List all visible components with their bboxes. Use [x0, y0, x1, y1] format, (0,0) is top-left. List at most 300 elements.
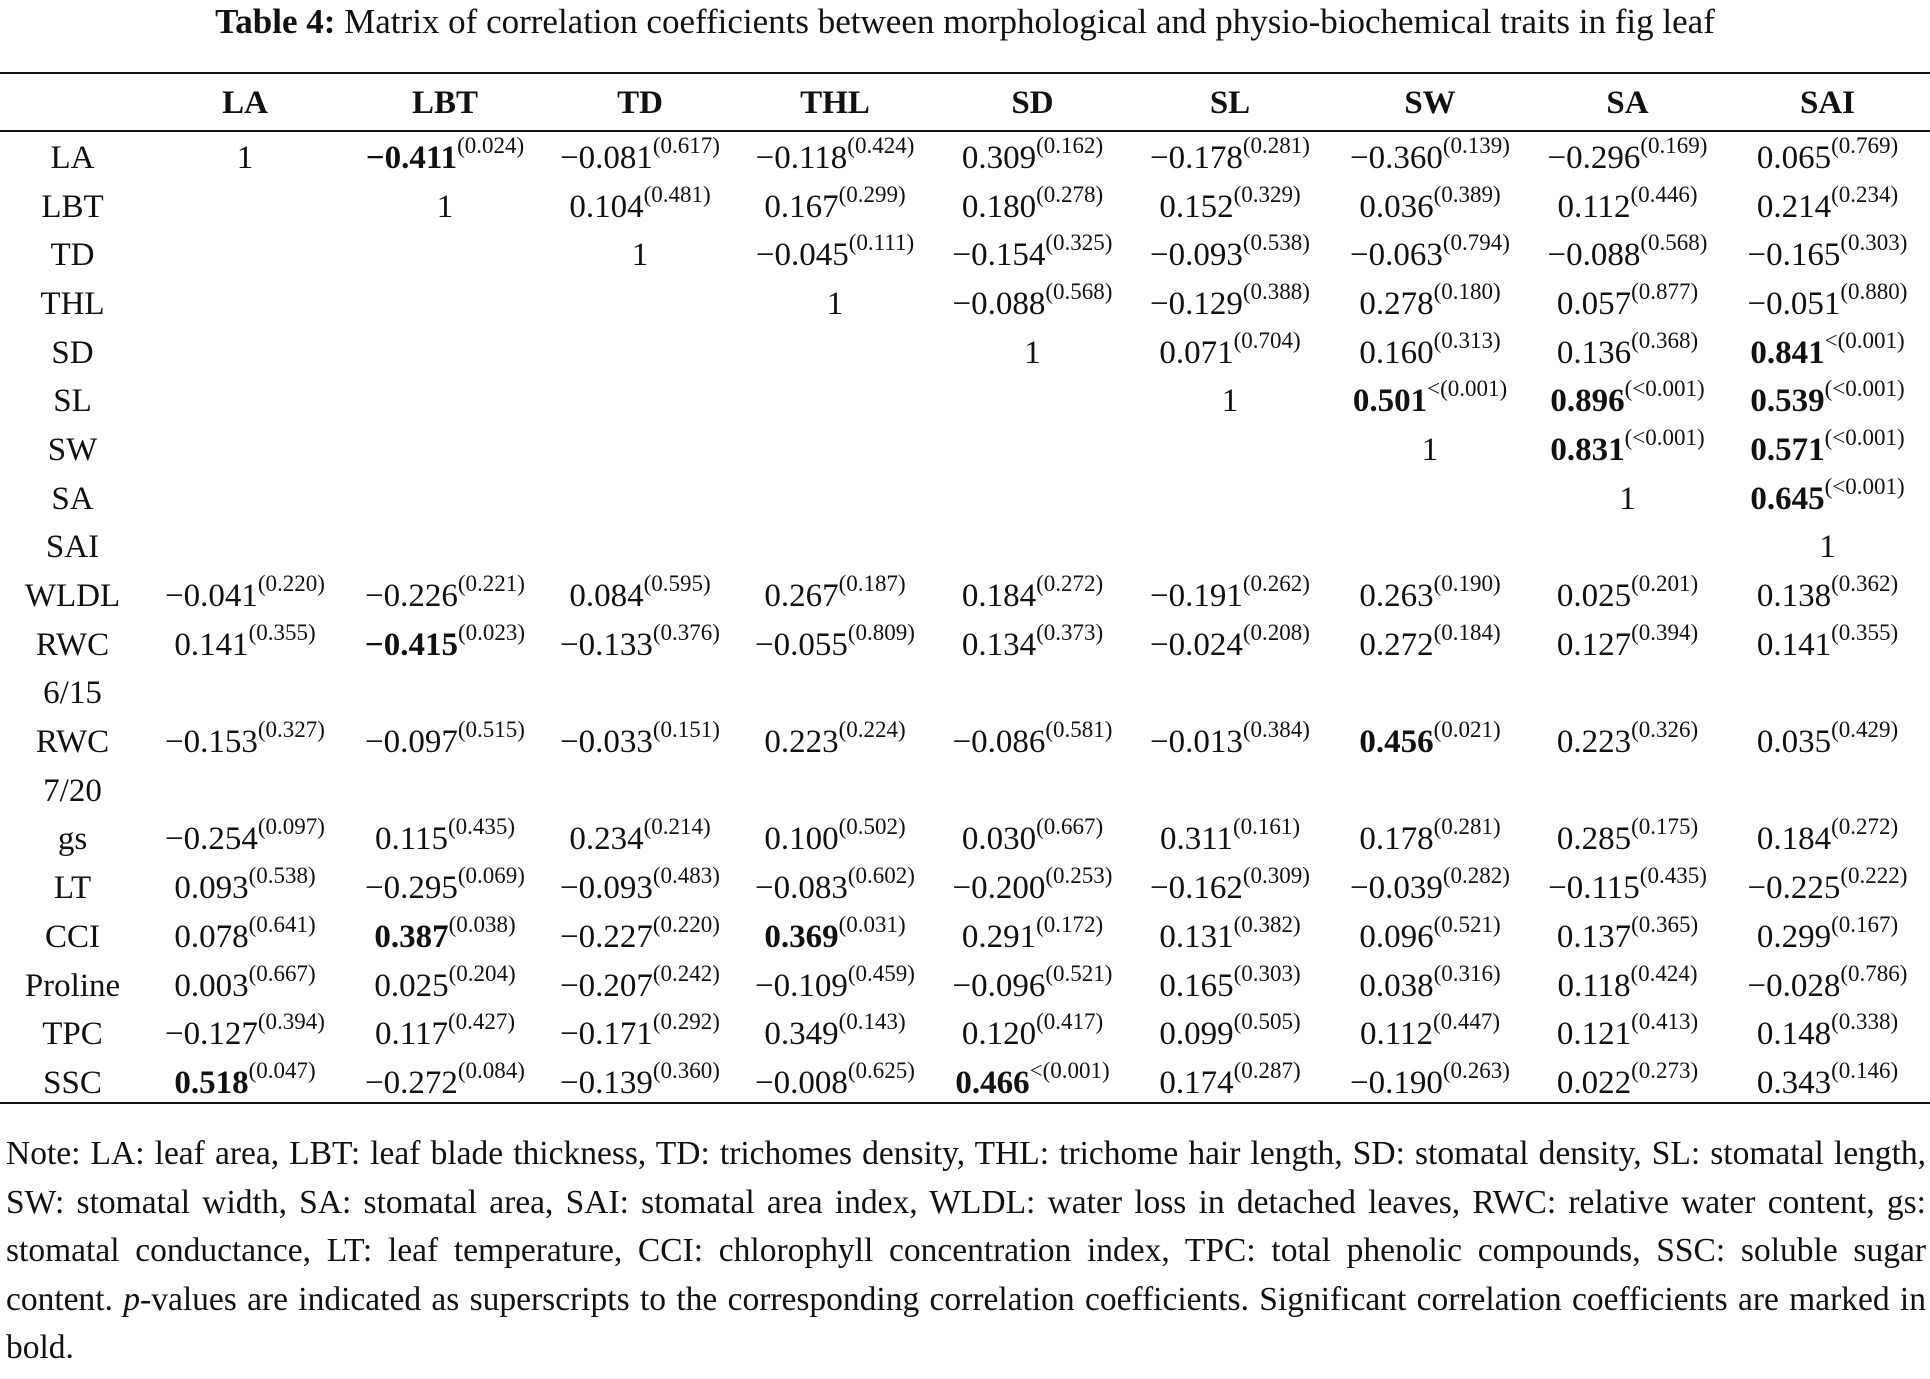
table-cell: [145, 329, 345, 378]
coefficient-value: −0.093: [1150, 237, 1243, 274]
coefficient-value: 0.311: [1159, 821, 1233, 858]
p-value: (0.222): [1840, 863, 1908, 889]
p-value: (0.031): [838, 911, 906, 937]
table-cell: [545, 670, 735, 719]
coefficient-value: 0.057: [1556, 285, 1632, 322]
coefficient-value: −0.088: [1547, 237, 1641, 274]
coefficient-value: −0.178: [1150, 139, 1243, 176]
table-cell: [345, 670, 545, 719]
table-cell: [1530, 1059, 1725, 1108]
coefficient-value: 0.291: [961, 918, 1037, 955]
row-label: RWC: [35, 724, 110, 761]
coefficient-value-significant: 0.831: [1550, 431, 1625, 468]
coefficient-value: −0.086: [952, 724, 1046, 761]
table-cell: [1130, 816, 1330, 865]
coefficient-value: −0.360: [1350, 139, 1443, 176]
table-cell: [1130, 913, 1330, 962]
p-value: (0.327): [257, 717, 325, 743]
table-cell: [1130, 377, 1330, 426]
coefficient-value-significant: 0.456: [1359, 724, 1434, 761]
row-label: SA: [51, 480, 94, 517]
table-cell: [145, 1010, 345, 1059]
table-bottom-rule: [0, 1102, 1930, 1104]
coefficient-value: 0.152: [1159, 188, 1234, 225]
p-value: (0.355): [1831, 619, 1899, 645]
coefficient-value: 0.137: [1556, 918, 1632, 955]
p-value: (<0.001): [1624, 424, 1705, 450]
coefficient-value: −0.296: [1547, 139, 1641, 176]
table-cell: [1725, 864, 1930, 913]
table-cell: [1330, 183, 1530, 232]
table-cell: [735, 130, 935, 183]
table-cell: [345, 913, 545, 962]
table-cell: [545, 231, 735, 280]
table-cell: [345, 524, 545, 573]
table-cell: [345, 183, 545, 232]
table-caption-label: Table 4:: [215, 2, 336, 41]
p-value: (0.625): [847, 1057, 915, 1083]
coefficient-value: −0.096: [952, 967, 1046, 1004]
p-value: (0.446): [1630, 181, 1698, 207]
table-cell: [935, 1010, 1130, 1059]
row-label: gs: [57, 821, 88, 858]
table-cell: [1330, 377, 1530, 426]
coefficient-value: 0.084: [569, 578, 644, 615]
column-header-sw: SW: [1404, 84, 1456, 121]
column-header-la: LA: [222, 84, 268, 121]
table-cell: [145, 1059, 345, 1108]
table-cell: [935, 426, 1130, 475]
note-text-part1: Note: LA: leaf area, LBT: leaf blade thickness, TD: trichomes density, THL: trichome hair length, SD: stomatal density, SL: stomatal length, SW: stomatal width, SA: stomatal area, SAI: stomatal area index, WLDL: water loss in detached leaves, RWC: relative water content, gs: stomatal conductance, LT: leaf temperature, CCI: chlorophyll concentration index, TPC: total phenolic compounds, SSC: soluble sugar content.: [6, 1135, 1926, 1318]
table-cell: [345, 329, 545, 378]
coefficient-value: −0.272: [365, 1064, 458, 1101]
table-row: [0, 767, 1930, 816]
table-cell: [1130, 962, 1330, 1011]
p-value: (0.220): [257, 571, 325, 597]
note-text-part2: -values are indicated as superscripts to the corresponding correlation coefficients. Significant correlation coefficients are marked in bold.: [6, 1280, 1926, 1366]
p-value: (0.272): [1036, 571, 1104, 597]
p-value: (0.809): [847, 619, 915, 645]
p-value: (0.521): [1433, 911, 1501, 937]
table-cell: [345, 816, 545, 865]
coefficient-value: −0.165: [1747, 237, 1841, 274]
table-cell: [1725, 377, 1930, 426]
table-cell: [1130, 767, 1330, 816]
coefficient-value: −0.028: [1747, 967, 1841, 1004]
p-value: (0.021): [1433, 717, 1501, 743]
table-cell: [545, 183, 735, 232]
p-value: <(0.001): [1824, 327, 1905, 353]
table-cell: [145, 962, 345, 1011]
table-cell: [545, 913, 735, 962]
table-cell: [935, 864, 1130, 913]
row-label: TPC: [42, 1016, 103, 1053]
header-corner: [0, 76, 145, 130]
row-label: 6/15: [43, 675, 102, 712]
table-cell: [1330, 130, 1530, 183]
table-cell: [1530, 231, 1725, 280]
p-value: (0.338): [1831, 1009, 1899, 1035]
table-cell: [1725, 524, 1930, 573]
table-cell: [1330, 621, 1530, 670]
p-value: (0.505): [1233, 1009, 1301, 1035]
p-value: (0.769): [1831, 132, 1899, 158]
p-value: (0.435): [1639, 863, 1707, 889]
table-cell: [1330, 962, 1530, 1011]
coefficient-value: −0.133: [560, 626, 653, 663]
table-cell: [1330, 718, 1530, 767]
table-cell: [1530, 524, 1725, 573]
p-value: (0.287): [1233, 1057, 1301, 1083]
p-value: (0.146): [1831, 1057, 1899, 1083]
table-cell: [1725, 329, 1930, 378]
coefficient-value: 0.148: [1756, 1016, 1832, 1053]
table-cell: [735, 1010, 935, 1059]
coefficient-value: 0.104: [569, 188, 644, 225]
table-cell: [545, 572, 735, 621]
table-cell: [1725, 1059, 1930, 1108]
table-cell: [1725, 962, 1930, 1011]
table-cell: [1725, 475, 1930, 524]
coefficient-value: −0.093: [560, 870, 653, 907]
table-cell: [735, 767, 935, 816]
coefficient-value: 1: [1421, 431, 1439, 468]
column-header-sd: SD: [1011, 84, 1054, 121]
table-cell: [735, 572, 935, 621]
p-value: (0.313): [1433, 327, 1501, 353]
p-value: (0.023): [457, 619, 526, 645]
p-value: (0.382): [1233, 911, 1301, 937]
p-value: (0.483): [652, 863, 720, 889]
p-value: (0.253): [1045, 863, 1113, 889]
coefficient-value: 0.120: [961, 1016, 1037, 1053]
p-value: (0.329): [1233, 181, 1301, 207]
table-cell: [345, 621, 545, 670]
table-cell: [345, 572, 545, 621]
table-cell: [345, 280, 545, 329]
p-value: (0.355): [248, 619, 316, 645]
table-row: [0, 962, 1930, 1011]
coefficient-value: −0.129: [1150, 285, 1243, 322]
p-value: (0.786): [1840, 960, 1908, 986]
table-cell: [345, 377, 545, 426]
table-cell: [935, 377, 1130, 426]
p-value: (0.151): [652, 717, 720, 743]
table-cell: [1330, 231, 1530, 280]
table-cell: [935, 130, 1130, 183]
coefficient-value: 1: [631, 237, 649, 274]
p-value: (0.175): [1631, 814, 1699, 840]
p-value: (0.429): [1831, 717, 1899, 743]
table-cell: [145, 475, 345, 524]
coefficient-value: −0.033: [560, 724, 653, 761]
table-cell: [735, 280, 935, 329]
table-cell: [1130, 231, 1330, 280]
table-cell: [1725, 913, 1930, 962]
table-row: [0, 377, 1930, 426]
p-value: (0.794): [1442, 230, 1510, 256]
p-value: (0.394): [257, 1009, 325, 1035]
table-row: [0, 130, 1930, 183]
table-cell: [545, 621, 735, 670]
p-value: (0.568): [1640, 230, 1708, 256]
table-cell: [735, 183, 935, 232]
coefficient-value: −0.207: [560, 967, 653, 1004]
p-value: (0.172): [1036, 911, 1104, 937]
table-row: [0, 183, 1930, 232]
table-cell: [1330, 426, 1530, 475]
column-header-lbt: LBT: [411, 84, 479, 121]
p-value: (0.292): [652, 1009, 720, 1035]
column-header-td: TD: [617, 84, 663, 121]
table-cell: [1130, 621, 1330, 670]
table-cell: [935, 767, 1130, 816]
table-cell: [1725, 621, 1930, 670]
p-value: (0.281): [1433, 814, 1501, 840]
coefficient-value-significant: 0.539: [1750, 383, 1825, 420]
coefficient-value: 0.025: [1556, 578, 1632, 615]
p-value: (0.880): [1840, 278, 1908, 304]
coefficient-value: −0.162: [1150, 870, 1243, 907]
coefficient-value: −0.115: [1548, 870, 1640, 907]
table-cell: [1725, 231, 1930, 280]
table-cell: [345, 475, 545, 524]
table-cell: [735, 621, 935, 670]
coefficient-value: 1: [826, 285, 844, 322]
p-value: (0.435): [447, 814, 516, 840]
p-value: (0.704): [1233, 327, 1301, 353]
table-row: [0, 329, 1930, 378]
table-cell: [545, 1059, 735, 1108]
coefficient-value: 0.285: [1556, 821, 1632, 858]
coefficient-value: 0.141: [174, 626, 249, 663]
p-value: (0.617): [652, 132, 720, 158]
table-cell: [735, 913, 935, 962]
p-value: (0.595): [643, 571, 711, 597]
table-row: [0, 1010, 1930, 1059]
row-label: WLDL: [24, 578, 121, 615]
table-cell: [145, 572, 345, 621]
p-value: (0.167): [1831, 911, 1899, 937]
coefficient-value: 0.127: [1556, 626, 1632, 663]
table-cell: [735, 231, 935, 280]
column-header-sl: SL: [1209, 84, 1251, 121]
p-value: (0.161): [1232, 814, 1301, 840]
coefficient-value: 0.071: [1159, 334, 1234, 371]
table-cell: [1130, 572, 1330, 621]
table-cell: [145, 718, 345, 767]
row-label: THL: [40, 285, 105, 322]
coefficient-value: 0.112: [1557, 188, 1631, 225]
coefficient-value: 0.278: [1359, 285, 1434, 322]
table-cell: [935, 718, 1130, 767]
p-value: (0.602): [847, 863, 915, 889]
coefficient-value: 0.121: [1556, 1016, 1632, 1053]
coefficient-value: 0.343: [1756, 1064, 1832, 1101]
table-cell: [935, 475, 1130, 524]
p-value: (0.568): [1045, 278, 1113, 304]
p-value: (0.667): [248, 960, 316, 986]
table-cell: [1130, 329, 1330, 378]
table-cell: [145, 864, 345, 913]
table-cell: [1130, 475, 1330, 524]
p-value: (0.038): [448, 911, 516, 937]
table-caption: [0, 2, 1930, 42]
table-cell: [145, 913, 345, 962]
coefficient-value: 0.036: [1359, 188, 1434, 225]
table-cell: [1530, 426, 1725, 475]
coefficient-value: 0.214: [1756, 188, 1832, 225]
coefficient-value: −0.118: [755, 139, 848, 176]
table-cell: [735, 718, 935, 767]
table-cell: [545, 280, 735, 329]
coefficient-value: −0.097: [365, 724, 458, 761]
p-value: (0.097): [257, 814, 325, 840]
table-cell: [1330, 572, 1530, 621]
coefficient-value-significant: 0.369: [764, 918, 839, 955]
table-body: [0, 130, 1930, 1108]
coefficient-value: −0.109: [755, 967, 848, 1004]
table-cell: [1530, 816, 1725, 865]
p-value: (0.447): [1432, 1009, 1501, 1035]
p-value: (0.376): [652, 619, 720, 645]
table-cell: [1530, 767, 1725, 816]
coefficient-value-significant: −0.411: [365, 139, 458, 176]
table-cell: [1530, 130, 1725, 183]
coefficient-value: −0.227: [560, 918, 653, 955]
table-cell: [145, 816, 345, 865]
table-row: [0, 718, 1930, 767]
row-label: LA: [50, 139, 95, 176]
row-label: SW: [47, 431, 98, 468]
coefficient-value: 1: [236, 139, 254, 176]
table-cell: [1130, 426, 1330, 475]
p-value: (0.326): [1631, 717, 1699, 743]
p-value: (0.047): [248, 1057, 316, 1083]
table-cell: [345, 1059, 545, 1108]
table-cell: [935, 670, 1130, 719]
table-cell: [545, 962, 735, 1011]
coefficient-value: 0.184: [1756, 821, 1832, 858]
table-row: [0, 1059, 1930, 1108]
coefficient-value: 0.223: [764, 724, 839, 761]
p-value: (0.368): [1631, 327, 1699, 353]
table-cell: [1725, 1010, 1930, 1059]
table-cell: [1130, 524, 1330, 573]
p-value: (0.282): [1442, 863, 1510, 889]
coefficient-value: 0.136: [1556, 334, 1632, 371]
table-cell: [1530, 864, 1725, 913]
table-cell: [1725, 280, 1930, 329]
table-cell: [1330, 816, 1530, 865]
table-cell: [1530, 475, 1725, 524]
table-note: [6, 1130, 1926, 1373]
column-header-sa: SA: [1606, 84, 1649, 121]
table-cell: [1725, 130, 1930, 183]
table-cell: [545, 426, 735, 475]
coefficient-value: 0.065: [1756, 139, 1832, 176]
table-cell: [145, 130, 345, 183]
row-label: CCI: [44, 918, 100, 955]
table-cell: [735, 864, 935, 913]
coefficient-value-significant: −0.415: [364, 626, 458, 663]
coefficient-value: 0.078: [174, 918, 249, 955]
coefficient-value: −0.008: [755, 1064, 848, 1101]
coefficient-value: 0.184: [961, 578, 1037, 615]
table-cell: [145, 621, 345, 670]
p-value: (0.424): [847, 132, 915, 158]
coefficient-value-significant: 0.501: [1352, 383, 1428, 420]
coefficient-value: 0.174: [1159, 1064, 1234, 1101]
coefficient-value: 0.112: [1359, 1016, 1433, 1053]
table-cell: [1530, 280, 1725, 329]
coefficient-value: 0.160: [1359, 334, 1434, 371]
coefficient-value: 1: [436, 188, 454, 225]
table-cell: [1330, 524, 1530, 573]
table-cell: [145, 231, 345, 280]
p-value: (0.581): [1045, 717, 1113, 743]
table-cell: [545, 816, 735, 865]
coefficient-value: 0.038: [1359, 967, 1434, 1004]
p-value: (0.187): [838, 571, 906, 597]
coefficient-value: 0.003: [174, 967, 249, 1004]
coefficient-value: 0.167: [764, 188, 839, 225]
row-label: RWC: [35, 626, 110, 663]
coefficient-value: 1: [1619, 480, 1636, 517]
p-value: (0.316): [1433, 960, 1501, 986]
coefficient-value: −0.039: [1350, 870, 1443, 907]
coefficient-value: −0.081: [560, 139, 653, 176]
table-cell: [935, 329, 1130, 378]
table-cell: [935, 1059, 1130, 1108]
coefficient-value-significant: 0.571: [1750, 431, 1825, 468]
coefficient-value-significant: 0.896: [1550, 383, 1625, 420]
coefficient-value: 0.022: [1556, 1064, 1632, 1101]
coefficient-value: 0.263: [1359, 578, 1434, 615]
coefficient-value: 0.025: [374, 967, 449, 1004]
coefficient-value: 0.100: [764, 821, 839, 858]
coefficient-value: 0.267: [764, 578, 839, 615]
p-value: (0.521): [1045, 960, 1113, 986]
table-cell: [1530, 329, 1725, 378]
table-cell: [735, 1059, 935, 1108]
table-cell: [1725, 767, 1930, 816]
table-row: [0, 524, 1930, 573]
p-value: (0.360): [652, 1057, 720, 1083]
p-value: (0.538): [1242, 230, 1310, 256]
coefficient-value: 0.178: [1359, 821, 1434, 858]
p-value: (<0.001): [1824, 376, 1905, 402]
coefficient-value: 0.134: [961, 626, 1037, 663]
table-cell: [935, 962, 1130, 1011]
table-cell: [1130, 183, 1330, 232]
p-value: (0.389): [1433, 181, 1501, 207]
coefficient-value: 0.299: [1756, 918, 1832, 955]
coefficient-value: 0.099: [1159, 1016, 1234, 1053]
p-value: (0.365): [1631, 911, 1699, 937]
coefficient-value: 0.096: [1359, 918, 1434, 955]
table-cell: [1330, 670, 1530, 719]
table-cell: [1330, 767, 1530, 816]
p-value: (0.273): [1631, 1057, 1699, 1083]
p-value: (0.309): [1242, 863, 1310, 889]
correlation-table: [0, 76, 1930, 1108]
coefficient-value: 0.180: [961, 188, 1037, 225]
p-value: (0.502): [838, 814, 906, 840]
p-value: (0.877): [1631, 278, 1699, 304]
table-cell: [545, 130, 735, 183]
coefficient-value: −0.083: [755, 870, 848, 907]
